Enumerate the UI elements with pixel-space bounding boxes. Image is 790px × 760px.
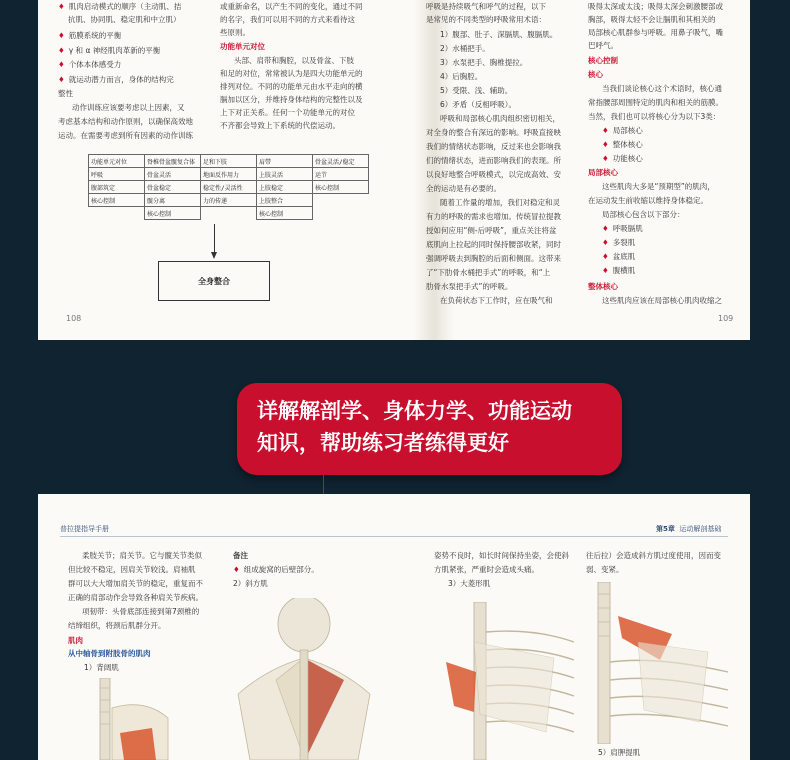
text-line: ♦ 功能核心 (602, 154, 643, 163)
promo-banner (237, 383, 622, 475)
bullet-icon: ♦ (602, 224, 609, 233)
text-line: 3）水泵把手、胸椎提拉。 (440, 58, 528, 67)
table-cell (89, 207, 145, 220)
text-line: 柔肢关节；肩关节。它与髋关节类似 (82, 551, 202, 560)
text-line: 项韧带：头骨底部连接到第7颈椎的 (82, 607, 200, 616)
bullet-icon: ♦ (58, 46, 65, 55)
table-cell: 核心控制 (257, 207, 313, 220)
text-line: 呼吸和局部核心肌肉组织密切相关， (440, 114, 560, 123)
text-line: 排列对位。不同的功能单元由水平走向的横 (220, 82, 363, 91)
text-line: 弱、变紧。 (586, 565, 624, 574)
text-line: 了“下肋骨水桶把手式”的呼吸，和“上 (426, 268, 551, 277)
text-line: 6）矛盾（反相呼吸）。 (440, 100, 517, 109)
chapter-title: 运动解剖基础 (679, 525, 722, 533)
bullet-icon: ♦ (58, 60, 65, 69)
levator-scapulae-illustration (588, 582, 738, 744)
arrow-down-icon (211, 252, 217, 259)
text-line: 或重新命名，以产生不同的变化，通过不同 (220, 2, 363, 11)
section-heading: 肌肉 (68, 636, 83, 645)
text-line: 4）后胸腔。 (440, 72, 483, 81)
text-line: 局部核心肌群参与呼吸。用鼻子吸气，嘴 (588, 28, 723, 37)
bullet-icon: ♦ (602, 154, 609, 163)
text-line: 当然，我们也可以将核心分为以下3类： (588, 112, 721, 121)
text-line: 1）背阔肌 (84, 663, 119, 672)
table-cell (313, 207, 369, 220)
text-line: 头部、肩带和胸腔，以及骨盆、下肢 (234, 56, 354, 65)
table-cell: 髋分离 (145, 194, 201, 207)
bullet-icon: ♦ (602, 238, 609, 247)
bullet-icon: ♦ (602, 126, 609, 135)
text-line: 当我们谈论核心这个术语时，核心通 (602, 84, 722, 93)
text-line: 局部核心包含以下部分： (602, 210, 685, 219)
text-line: 呼吸是持续吸气和呼气的过程，以下 (426, 2, 546, 11)
text-line: 以良好地整合呼吸模式，以完成高效、安 (426, 170, 561, 179)
bullet-icon: ♦ (58, 75, 65, 84)
text-line: 这些肌肉应该在局部核心肌肉收缩之 (602, 296, 722, 305)
table-cell: 足和下肢 (201, 155, 257, 168)
text-line: 5）受限、浅、辅助。 (440, 86, 513, 95)
text-line: ♦ 盆底肌 (602, 252, 636, 261)
text-line: 在负荷状态下工作时，应在吸气和 (440, 296, 553, 305)
text-line: ♦ 就运动潜力而言，身体的结构完 (58, 75, 174, 84)
text-line: 们的情绪状态，进而影响我们的表现。所 (426, 156, 561, 165)
bullet-icon: ♦ (233, 565, 240, 574)
text-line: 和足的对位，常常被认为是四大功能单元的 (220, 69, 363, 78)
text-line: 2）水桶把手。 (440, 44, 490, 53)
function-unit-table (88, 154, 369, 220)
text-line: 考虑基本结构和动作原则，以确保高效地 (58, 117, 193, 126)
text-line: 运动。在需要考虑到所有因素的动作训练 (58, 131, 193, 140)
text-line: 往后拉）会造成斜方肌过度使用，因而变 (586, 551, 721, 560)
table-cell: 骨盆灵活/稳定 (313, 155, 369, 168)
text-line: 不齐都会导致上下系统的代偿运动。 (220, 121, 340, 130)
bullet-icon: ♦ (58, 31, 65, 40)
bullet-icon: ♦ (602, 140, 609, 149)
table-cell: 地面反作用力 (201, 168, 257, 181)
text-line: 吸得太深或太浅；吸得太深会刺激腰部或 (588, 2, 723, 11)
text-line: ♦ 呼吸膈肌 (602, 224, 643, 233)
table-cell: 骨盆灵活 (145, 168, 201, 181)
rhomboid-major-illustration (434, 602, 584, 760)
subsection-heading: 整体核心 (588, 282, 618, 291)
text-line: 些原则。 (220, 28, 250, 37)
text-line: ♦ 局部核心 (602, 126, 643, 135)
table-cell: 功能单元对位 (89, 155, 145, 168)
text-line: 结缔组织，将颈后肌群分开。 (68, 621, 166, 630)
text-line: 授如何应用“侧-后呼吸”，重点关注将盆 (426, 226, 557, 235)
page-number: 109 (718, 314, 734, 323)
text-line: 对全身的整合有深远的影响。呼吸直接映 (426, 128, 561, 137)
text-line: ♦ 腹横肌 (602, 266, 636, 275)
text-line: 全的运动是有必要的。 (426, 184, 501, 193)
text-line: 膈加以区分，并维持身体结构的完整性以及 (220, 95, 363, 104)
diagram-connector (214, 224, 215, 254)
note-title: 备注 (233, 551, 248, 560)
text-line: ♦ γ 和 α 神经肌肉革新的平衡 (58, 46, 161, 55)
table-cell: 呼吸 (89, 168, 145, 181)
book-spread-bottom (38, 494, 750, 760)
book-spread-top (38, 0, 750, 340)
text-line: 有力的呼吸的需求也增加。传统冒拉提教 (426, 212, 561, 221)
bullet-icon: ♦ (58, 2, 65, 11)
text-line: ♦ 多裂肌 (602, 238, 636, 247)
text-line: 常指腰部周围特定的肌肉和相关的筋膜。 (588, 98, 723, 107)
text-line: 5）肩胛提肌 (598, 748, 641, 757)
text-line: 3）大菱形肌 (448, 579, 491, 588)
text-line: ♦ 个体本体感受力 (58, 60, 122, 69)
text-line: 底肌向上拉起的同时保持腰部收紧，同时 (426, 240, 561, 249)
page-number: 108 (66, 314, 82, 323)
text-line: 姿势不良时，如长时间保持坐姿，会使斜 (434, 551, 569, 560)
running-header: 普拉提指导手册 (60, 525, 109, 533)
text-line: 我们的情绪状态影响，反过来也会影响我 (426, 142, 561, 151)
section-heading: 功能单元对位 (220, 42, 265, 51)
text-line: 动作训练应该要考虑以上因素，又 (72, 103, 185, 112)
text-line: 强调呼吸去到胸腔的后面和侧面。这带来 (426, 254, 561, 263)
section-heading: 核心控制 (588, 56, 618, 65)
table-cell: 上肢灵活 (257, 168, 313, 181)
table-cell: 核心控制 (89, 194, 145, 207)
text-line: 整性 (58, 89, 73, 98)
header-rule (60, 536, 728, 537)
text-line: 正确的肩部动作会导致各种肩关节疾病。 (68, 593, 203, 602)
table-cell: 肩带 (257, 155, 313, 168)
table-cell: 上肢整合 (257, 194, 313, 207)
table-cell (201, 207, 257, 220)
text-line: 群可以大大增加肩关节的稳定，重复而不 (68, 579, 203, 588)
subsection-heading: 核心 (588, 70, 603, 79)
text-line: ♦ 组成旋窝的后壁部分。 (233, 565, 319, 574)
table-cell: 稳定性/灵活性 (201, 181, 257, 194)
text-line: ♦ 肌肉启动模式的顺序（主动肌、拮 (58, 2, 182, 11)
text-line: 上下对正关系。任何一个功能单元的对位 (220, 108, 355, 117)
table-cell: 腹部筑定 (89, 181, 145, 194)
text-line: 肋骨水泵把手式”的呼吸。 (426, 282, 513, 291)
banner-line: 知识，帮助练习者练得更好 (257, 431, 509, 455)
table-cell: 运节 (313, 168, 369, 181)
table-cell: 脊椎骨盆髋复合体 (145, 155, 201, 168)
latissimus-illustration (90, 678, 170, 760)
text-line: ♦ 筋膜系统的平衡 (58, 31, 122, 40)
text-line: 随着工作量的增加，我们对稳定和灵 (440, 198, 560, 207)
table-cell: 核心控制 (313, 181, 369, 194)
text-line: 是常见的不同类型的呼吸常用术语： (426, 15, 546, 24)
text-line: 胸部，吸得太轻不会让膈肌和其相关的 (588, 15, 716, 24)
bullet-icon: ♦ (602, 266, 609, 275)
text-line: 在运动发生前收缩以维持身体稳定。 (588, 196, 708, 205)
text-line: ♦ 整体核心 (602, 140, 643, 149)
text-line: 2）斜方肌 (233, 579, 268, 588)
table-cell: 骨盆稳定 (145, 181, 201, 194)
text-line: 抗肌、协同肌、稳定肌和中立肌） (68, 15, 181, 24)
table-cell: 核心控制 (145, 207, 201, 220)
text-line: 这些肌肉大多是“预期型”的肌肉， (602, 182, 715, 191)
text-line: 但比较不稳定，因肩关节较浅。肩袖肌 (68, 565, 196, 574)
text-line: 方肌紧张，严重时会造成头痛。 (434, 565, 539, 574)
subsection-heading: 从中轴骨到附肢骨的肌肉 (68, 649, 151, 658)
chapter-number: 第5章 (656, 525, 675, 533)
text-line: 1）腹部、肚子、深膈肌、腹膈肌。 (440, 30, 558, 39)
table-cell: 上肢稳定 (257, 181, 313, 194)
trapezius-illustration (228, 598, 378, 760)
banner-line: 详解解剖学、身体力学、功能运动 (257, 399, 572, 423)
subsection-heading: 局部核心 (588, 168, 618, 177)
table-cell (313, 194, 369, 207)
text-line: 的名字，我们可以用不同的方式来看待这 (220, 15, 355, 24)
text-line: 巴呼气。 (588, 41, 618, 50)
integration-box: 全身整合 (158, 261, 270, 301)
chapter-header (656, 524, 721, 534)
bullet-icon: ♦ (602, 252, 609, 261)
table-cell: 力的传递 (201, 194, 257, 207)
